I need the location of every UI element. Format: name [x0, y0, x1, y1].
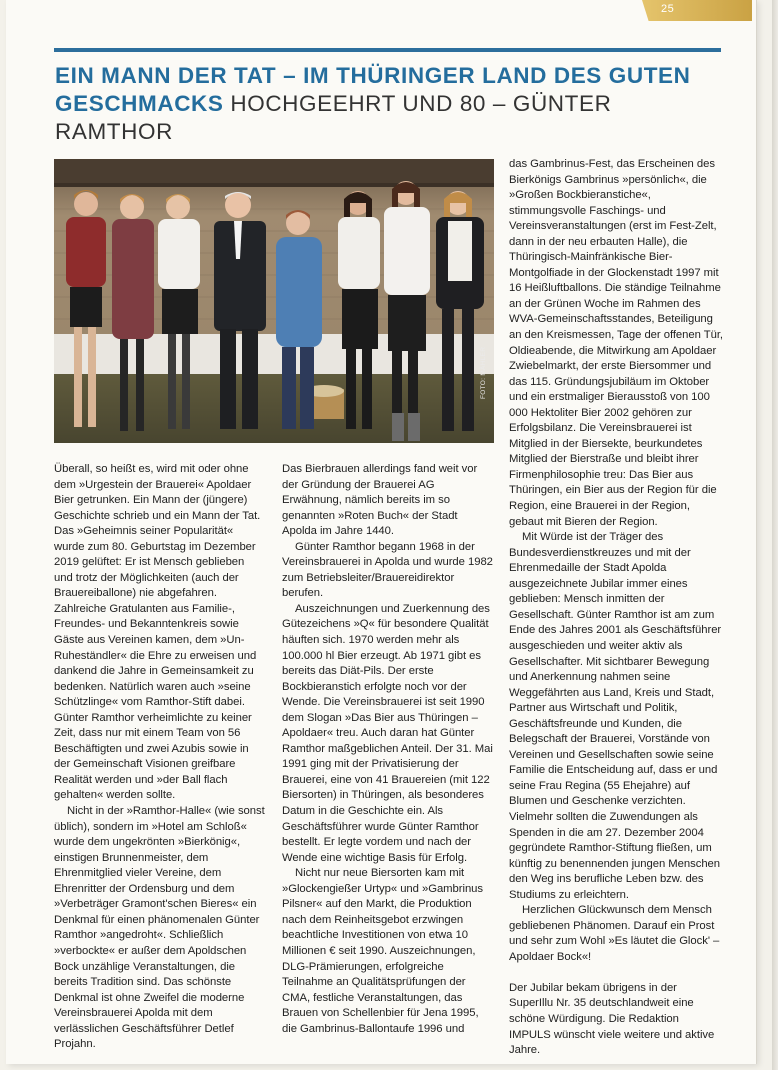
- paragraph: Das Bierbrauen allerdings fand weit vor der Gründung der Brauerei AG Erwähnung, nämlich bereits im so genannten »Roten Buch« der Stadt Apolda im Jahre 1440.: [282, 463, 478, 538]
- paragraph: Mit Würde ist der Träger des Bundesverdienstkreuzes und mit der Ehrenmedaille der Stadt Apolda ausgezeichnete Jubilar immer eines geblieben: Mensch inmitten der Gesellschaft. Günter Ramthor ist am zum Ende des Jahres 2001 als Geschäftsführer ausgeschieden und weiter aktiv als Gesellschafter. Mit sichtbarer Bewegung und Anerkennung nahmen seine Weggefährten aus Land, Kreis und Stadt, Partner aus Wirtschaft und Politik, Geschäftsfreunde und Kunden, die Belegschaft der Brauerei, Vorstände von Vereinen und Gesellschaften sowie seine Familie die Entscheidung auf, dass er und seine Frau Regina (55 Ehejahre) auf Blumen und Geschenke verzichten. Vielmehr sollten die Zuwendungen als Spenden in die am 27. Dezember 2004 gegründete Ramthor-Stiftung fließen, um künftig zu benennenden jungen Menschen den Weg ins berufliche Leben bzw. des Studiums zu erleichtern.: [509, 531, 722, 901]
- headline: [55, 62, 725, 146]
- page-number: 25: [661, 3, 675, 15]
- paragraph-gap: [509, 965, 723, 981]
- paragraph: Nicht in der »Ramthor-Halle« (wie sonst üblich), sondern im »Hotel am Schloß« wurde dem ungekrönten »Bierkönig«, einstigen Brunnenmeister, dem Ehrenmitglied vieler Vereine, dem Ehrenritter der Ordensburg und dem »Verbeträger Gramont'schen Bieres« ein Denkmal für einen phänomenalen Günter Ramthor »angedroht«. Schließlich »verbockte« er außer dem Apoldschen Bock unzählige Veranstaltungen, die bereits Tradition sind. Das schönste Denkmal ist ohne Zweifel die moderne Vereinsbrauerei Apolda mit dem verlässlichen Geschäftsführer Detlef Projahn.: [54, 805, 265, 1051]
- article-column-2: [282, 462, 494, 1037]
- headline-rule: [54, 48, 721, 52]
- group-photo: [54, 159, 494, 443]
- paragraph: Überall, so heißt es, wird mit oder ohne dem »Urgestein der Brauerei« Apoldaer Bier getrunken. Ein Mann der (jüngere) Geschichte schrieb und ein Mann der Tat. Das »Geheimnis seiner Popularität« wurde zum 80. Geburtstag im Dezember 2019 gelüftet: Er ist Mensch geblieben und trotz der Möglichkeiten (auch der Brauereiballone) nie abgefahren. Zahlreiche Gratulanten aus Familie-, Freundes- und Bekanntenkreis sowie Gäste aus Vereinen kamen, dem »Un-Ruheständler« die Ehre zu erweisen und dankend die Jahre in Gemeinsamkeit zu bedenken. Natürlich waren auch »seine Schützlinge« vom Ramthor-Stift dabei. Günter Ramthor verheimlichte zu keiner Zeit, dass nur mit einem Team von 56 Beschäftigten und zwei Azubis sowie in der Gemeinschaft Visionen greifbare Realität werden und »der Ball flach gehalten« werden sollte.: [54, 463, 261, 802]
- page-number-tab: [642, 0, 752, 21]
- paragraph: Auszeichnungen und Zuerkennung des Gütezeichens »Q« für besondere Qualität häuften sich. 1970 werden mehr als 100.000 hl Bier erzeugt. Ab 1971 gibt es bereits das Diät-Pils. Der erste Bockbieranstich erfolgte noch vor der Wende. Die Vereinsbrauerei ist seit 1990 dem Slogan »Das Bier aus Thüringen – Apoldaer« treu. Auch daran hat Günter Ramthor maßgeblichen Anteil. Der 31. Mai 1991 ging mit der Privatisierung der Brauerei, eine von 41 Brauereien (mit 122 Biersorten) in Thüringen, als besonderes Datum in die Geschichte ein. Als Geschäftsführer wurde Günter Ramthor bestellt. Er legte vordem und nach der Wende eine wichtige Basis für Erfolg.: [282, 602, 493, 864]
- paragraph: das Gambrinus-Fest, das Erscheinen des Bierkönigs Gambrinus »persönlich«, die »Großen Bockbieranstiche«, stimmungsvolle Faschings- und Vereinsveranstaltungen (erst im Fest-Zelt, dann in der neu erbauten Halle), die Thüringisch-Mainfränkische Bier-Montgolfiade in der Glockenstadt 1997 mit 16 Heißluftballons. Die ständige Teilnahme an der Grünen Woche im Rahmen des WVA-Gemeinschaftsstandes, Beteiligung an den Kreismessen, Tage der offenen Tür, Oldieabende, die Mitwirkung am Apoldaer Zwiebelmarkt, der erste Biersommer und das 115. Gründungsjubiläum im Oktober und ein erstmaliger Bierausstoß von 100 000 Hektoliter Bier 2002 gehören zur Erfolgsbilanz. Die Vereinsbrauerei ist Mitglied in der Biersekte, beurkundetes Mitglied der Bierstraße und bleibt ihrer Firmenphilosophie treu: Das Bier aus Thüringen, ein Bier aus der Region für die Region, eine Brauerei in der Region, gebaut mit Bieren der Region.: [509, 158, 723, 528]
- photo-credit: FOTO: MÄHLER: [480, 346, 487, 399]
- group-photo-illustration: [54, 159, 494, 443]
- article-column-1: [54, 462, 266, 1053]
- closing-paragraph: Der Jubilar bekam übrigens in der SuperIllu Nr. 35 deutschlandweit eine schöne Würdigung. Die Redaktion IMPULS wünscht viele weitere und aktive Jahre.: [509, 981, 715, 1057]
- paragraph: Herzlichen Glückwunsch dem Mensch gebliebenen Phänomen. Darauf ein Prost und sehr zum Wohl »Es läutet die Glock' – Apoldaer Bock«!: [509, 904, 720, 963]
- article-column-3: [509, 157, 723, 1059]
- page-edge: [772, 0, 778, 1070]
- paragraph: Günter Ramthor begann 1968 in der Vereinsbrauerei in Apolda und wurde 1982 zum Betriebsleiter/Brauereidirektor berufen.: [282, 540, 493, 600]
- headline-sub: HOCHGEEHRT UND 80 – GÜNTER RAMTHOR: [55, 91, 612, 144]
- paragraph: Nicht nur neue Biersorten kam mit »Glockengießer Urtyp« und »Gambrinus Pilsner« auf den Markt, die Produktion nach dem Reinheitsgebot erzwingen beachtliche Investitionen von etwa 10 Millionen € seit 1990. Auszeichnungen, DLG-Prämierungen, erfolgreiche Teilnahme an Qualitätsprüfungen der CMA, festliche Veranstaltungen, das Brauen von Schellenbier für Jena 1995, die Gambrinus-Ballontaufe 1996 und: [282, 867, 484, 1035]
- headline-main: EIN MANN DER TAT – IM THÜRINGER LAND DES GUTEN GESCHMACKS: [55, 63, 691, 116]
